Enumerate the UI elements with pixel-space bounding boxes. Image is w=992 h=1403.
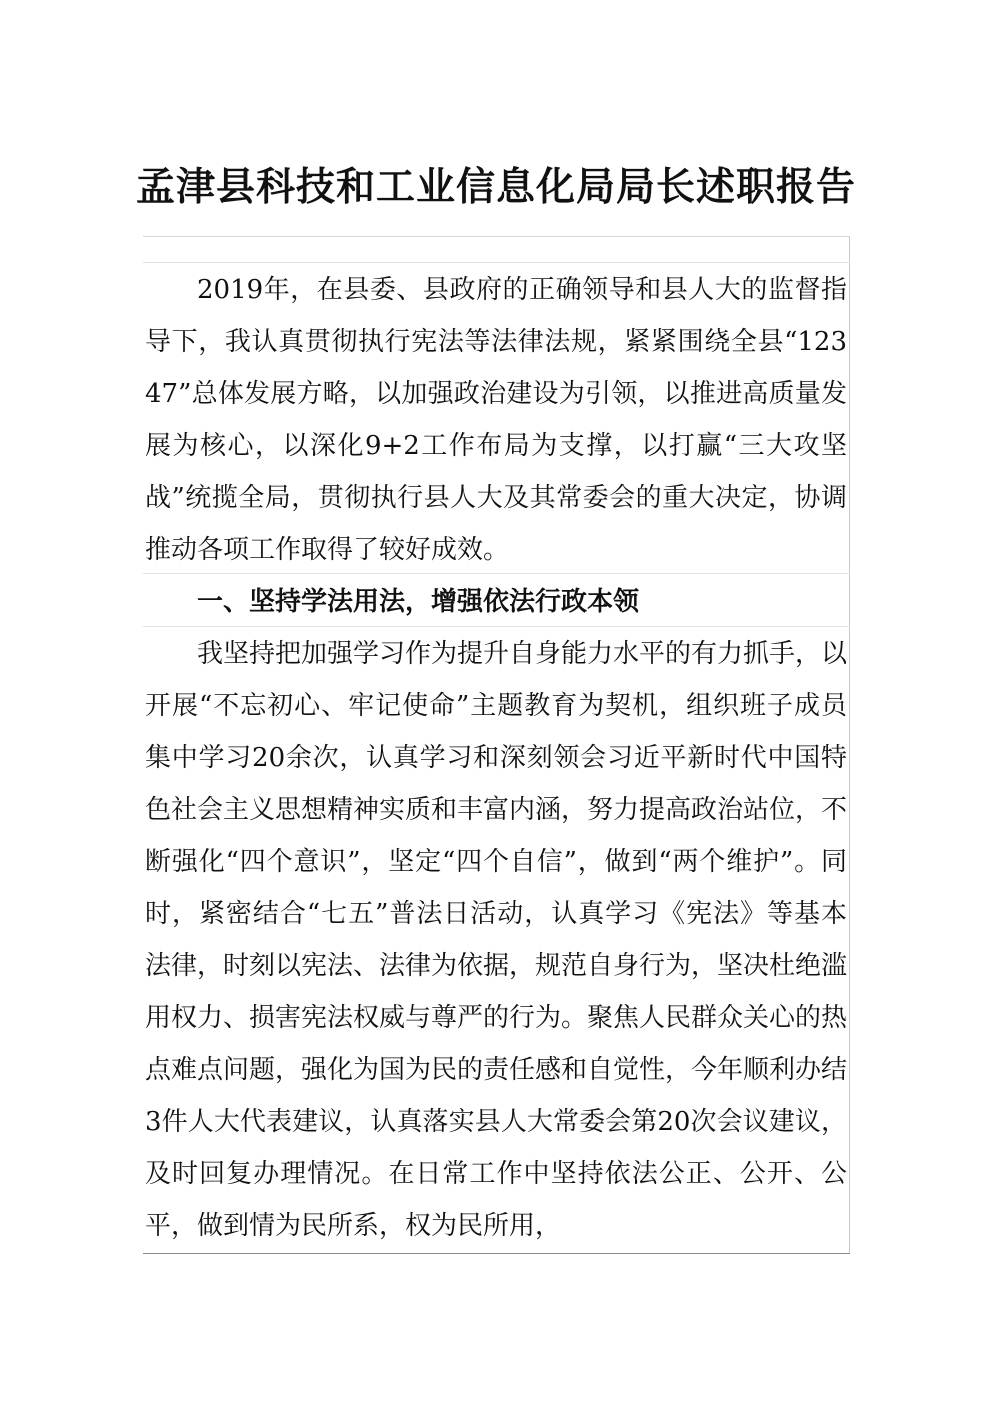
bottom-divider [143, 1253, 850, 1254]
section-paragraph: 我坚持把加强学习作为提升自身能力水平的有力抓手，以开展“不忘初心、牢记使命”主题教育为契机，组织班子成员集中学习20余次，认真学习和深刻领会习近平新时代中国特色社会主义思想精神实质和丰富内涵，努力提高政治站位，不断强化“四个意识”，坚定“四个自信”，做到“两个维护”。同时，紧密结合“七五”普法日活动，认真学习《宪法》等基本法律，时刻以宪法、法律为依据，规范自身行为，坚决杜绝滥用权力、损害宪法权威与尊严的行为。聚焦人民群众关心的热点难点问题，强化为国为民的责任感和自觉性，今年顺利办结3件人大代表建议，认真落实县人大常委会第20次会议建议，及时回复办理情况。在日常工作中坚持依法公正、公开、公平，做到情为民所系，权为民所用， [145, 639, 848, 1241]
divider-line [143, 573, 850, 574]
intro-paragraph: 2019年，在县委、县政府的正确领导和县人大的监督指导下，我认真贯彻执行宪法等法律法规，紧紧围绕全县“12347”总体发展方略，以加强政治建设为引领，以推进高质量发展为核心，以深化9+2工作布局为支撑，以打赢“三大攻坚战”统揽全局，贯彻执行县人大及其常委会的重大决定，协调推动各项工作取得了较好成效。 [145, 275, 847, 565]
document-title: 孟津县科技和工业信息化局局长述职报告 [135, 164, 856, 210]
divider-line [143, 626, 850, 627]
divider-line [143, 262, 850, 263]
section-heading: 一、坚持学法用法，增强依法行政本领 [197, 587, 640, 617]
